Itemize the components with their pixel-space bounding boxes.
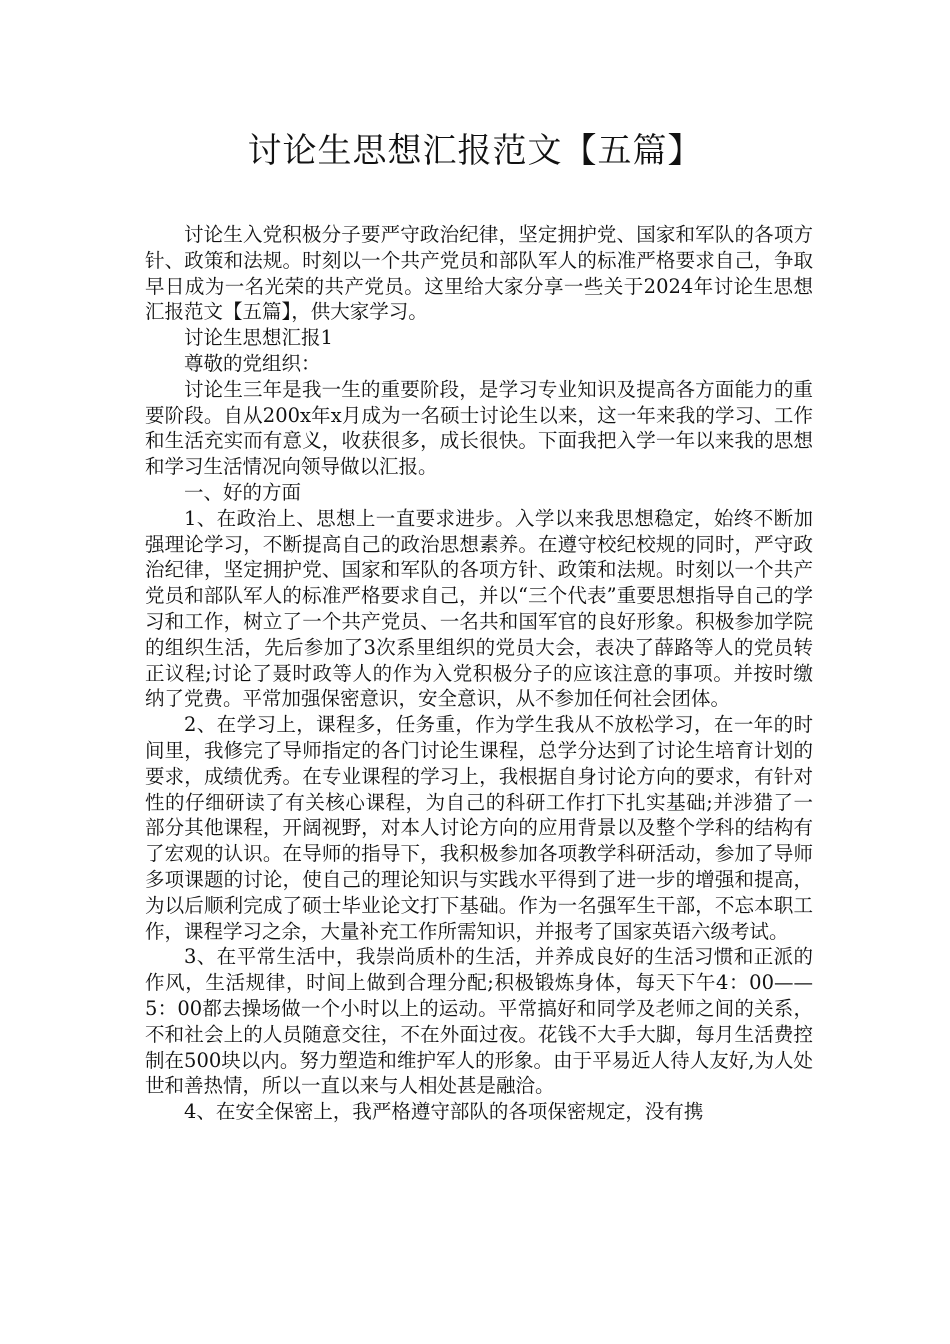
body-paragraph: 3、在平常生活中，我崇尚质朴的生活，并养成良好的生活习惯和正派的作风，生活规律，时间上做到合理分配;积极锻炼身体，每天下午4：00——5：00都去操场做一个小时以上的运动。平常搞好和同学及老师之间的关系，不和社会上的人员随意交往，不在外面过夜。花钱不大手大脚，每月生活费控制在500块以内。努力塑造和维护军人的形象。由于平易近人待人友好,为人处世和善热情，所以一直以来与人相处甚是融洽。 [145, 945, 813, 1098]
report-heading: 讨论生思想汇报1 [184, 326, 333, 350]
section-heading: 一、好的方面 [184, 480, 302, 504]
body-paragraph: 2、在学习上，课程多，任务重，作为学生我从不放松学习，在一年的时间里，我修完了导师指定的各门讨论生课程，总学分达到了讨论生培育计划的要求，成绩优秀。在专业课程的学习上，我根据自身讨论方向的要求，有针对性的仔细研读了有关核心课程，为自己的科研工作打下扎实基础;并涉猎了一部分其他课程，开阔视野，对本人讨论方向的应用背景以及整个学科的结构有了宏观的认识。在导师的指导下，我积极参加各项教学科研活动，参加了导师多项课题的讨论，使自己的理论知识与实践水平得到了进一步的增强和提高，为以后顺利完成了硕士毕业论文打下基础。作为一名强军生干部，不忘本职工作，课程学习之余，大量补充工作所需知识，并报考了国家英语六级考试。 [145, 713, 813, 943]
body-paragraph: 4、在安全保密上，我严格遵守部队的各项保密规定，没有携 [184, 1100, 704, 1124]
salutation: 尊敬的党组织： [184, 351, 321, 375]
document-body [145, 222, 813, 1125]
intro-paragraph: 讨论生入党积极分子要严守政治纪律，坚定拥护党、国家和军队的各项方针、政策和法规。时刻以一个共产党员和部队军人的标准严格要求自己，争取早日成为一名光荣的共产党员。这里给大家分享一些关于2024年讨论生思想汇报范文【五篇】，供大家学习。 [145, 223, 813, 324]
document-title: 讨论生思想汇报范文【五篇】 [247, 131, 703, 171]
body-paragraph: 讨论生三年是我一生的重要阶段，是学习专业知识及提高各方面能力的重要阶段。自从200x年x月成为一名硕士讨论生以来，这一年来我的学习、工作和生活充实而有意义，收获很多，成长很快。下面我把入学一年以来我的思想和学习生活情况向领导做以汇报。 [145, 377, 813, 479]
body-paragraph: 1、在政治上、思想上一直要求进步。入学以来我思想稳定，始终不断加强理论学习，不断提高自己的政治思想素养。在遵守校纪校规的同时，严守政治纪律，坚定拥护党、国家和军队的各项方针、政策和法规。时刻以一个共产党员和部队军人的标准严格要求自己，并以“三个代表”重要思想指导自己的学习和工作，树立了一个共产党员、一名共和国军官的良好形象。积极参加学院的组织生活，先后参加了3次系里组织的党员大会，表决了薛路等人的党员转正议程;讨论了聂时政等人的作为入党积极分子的应该注意的事项。并按时缴纳了党费。平常加强保密意识，安全意识，从不参加任何社会团体。 [145, 506, 813, 711]
